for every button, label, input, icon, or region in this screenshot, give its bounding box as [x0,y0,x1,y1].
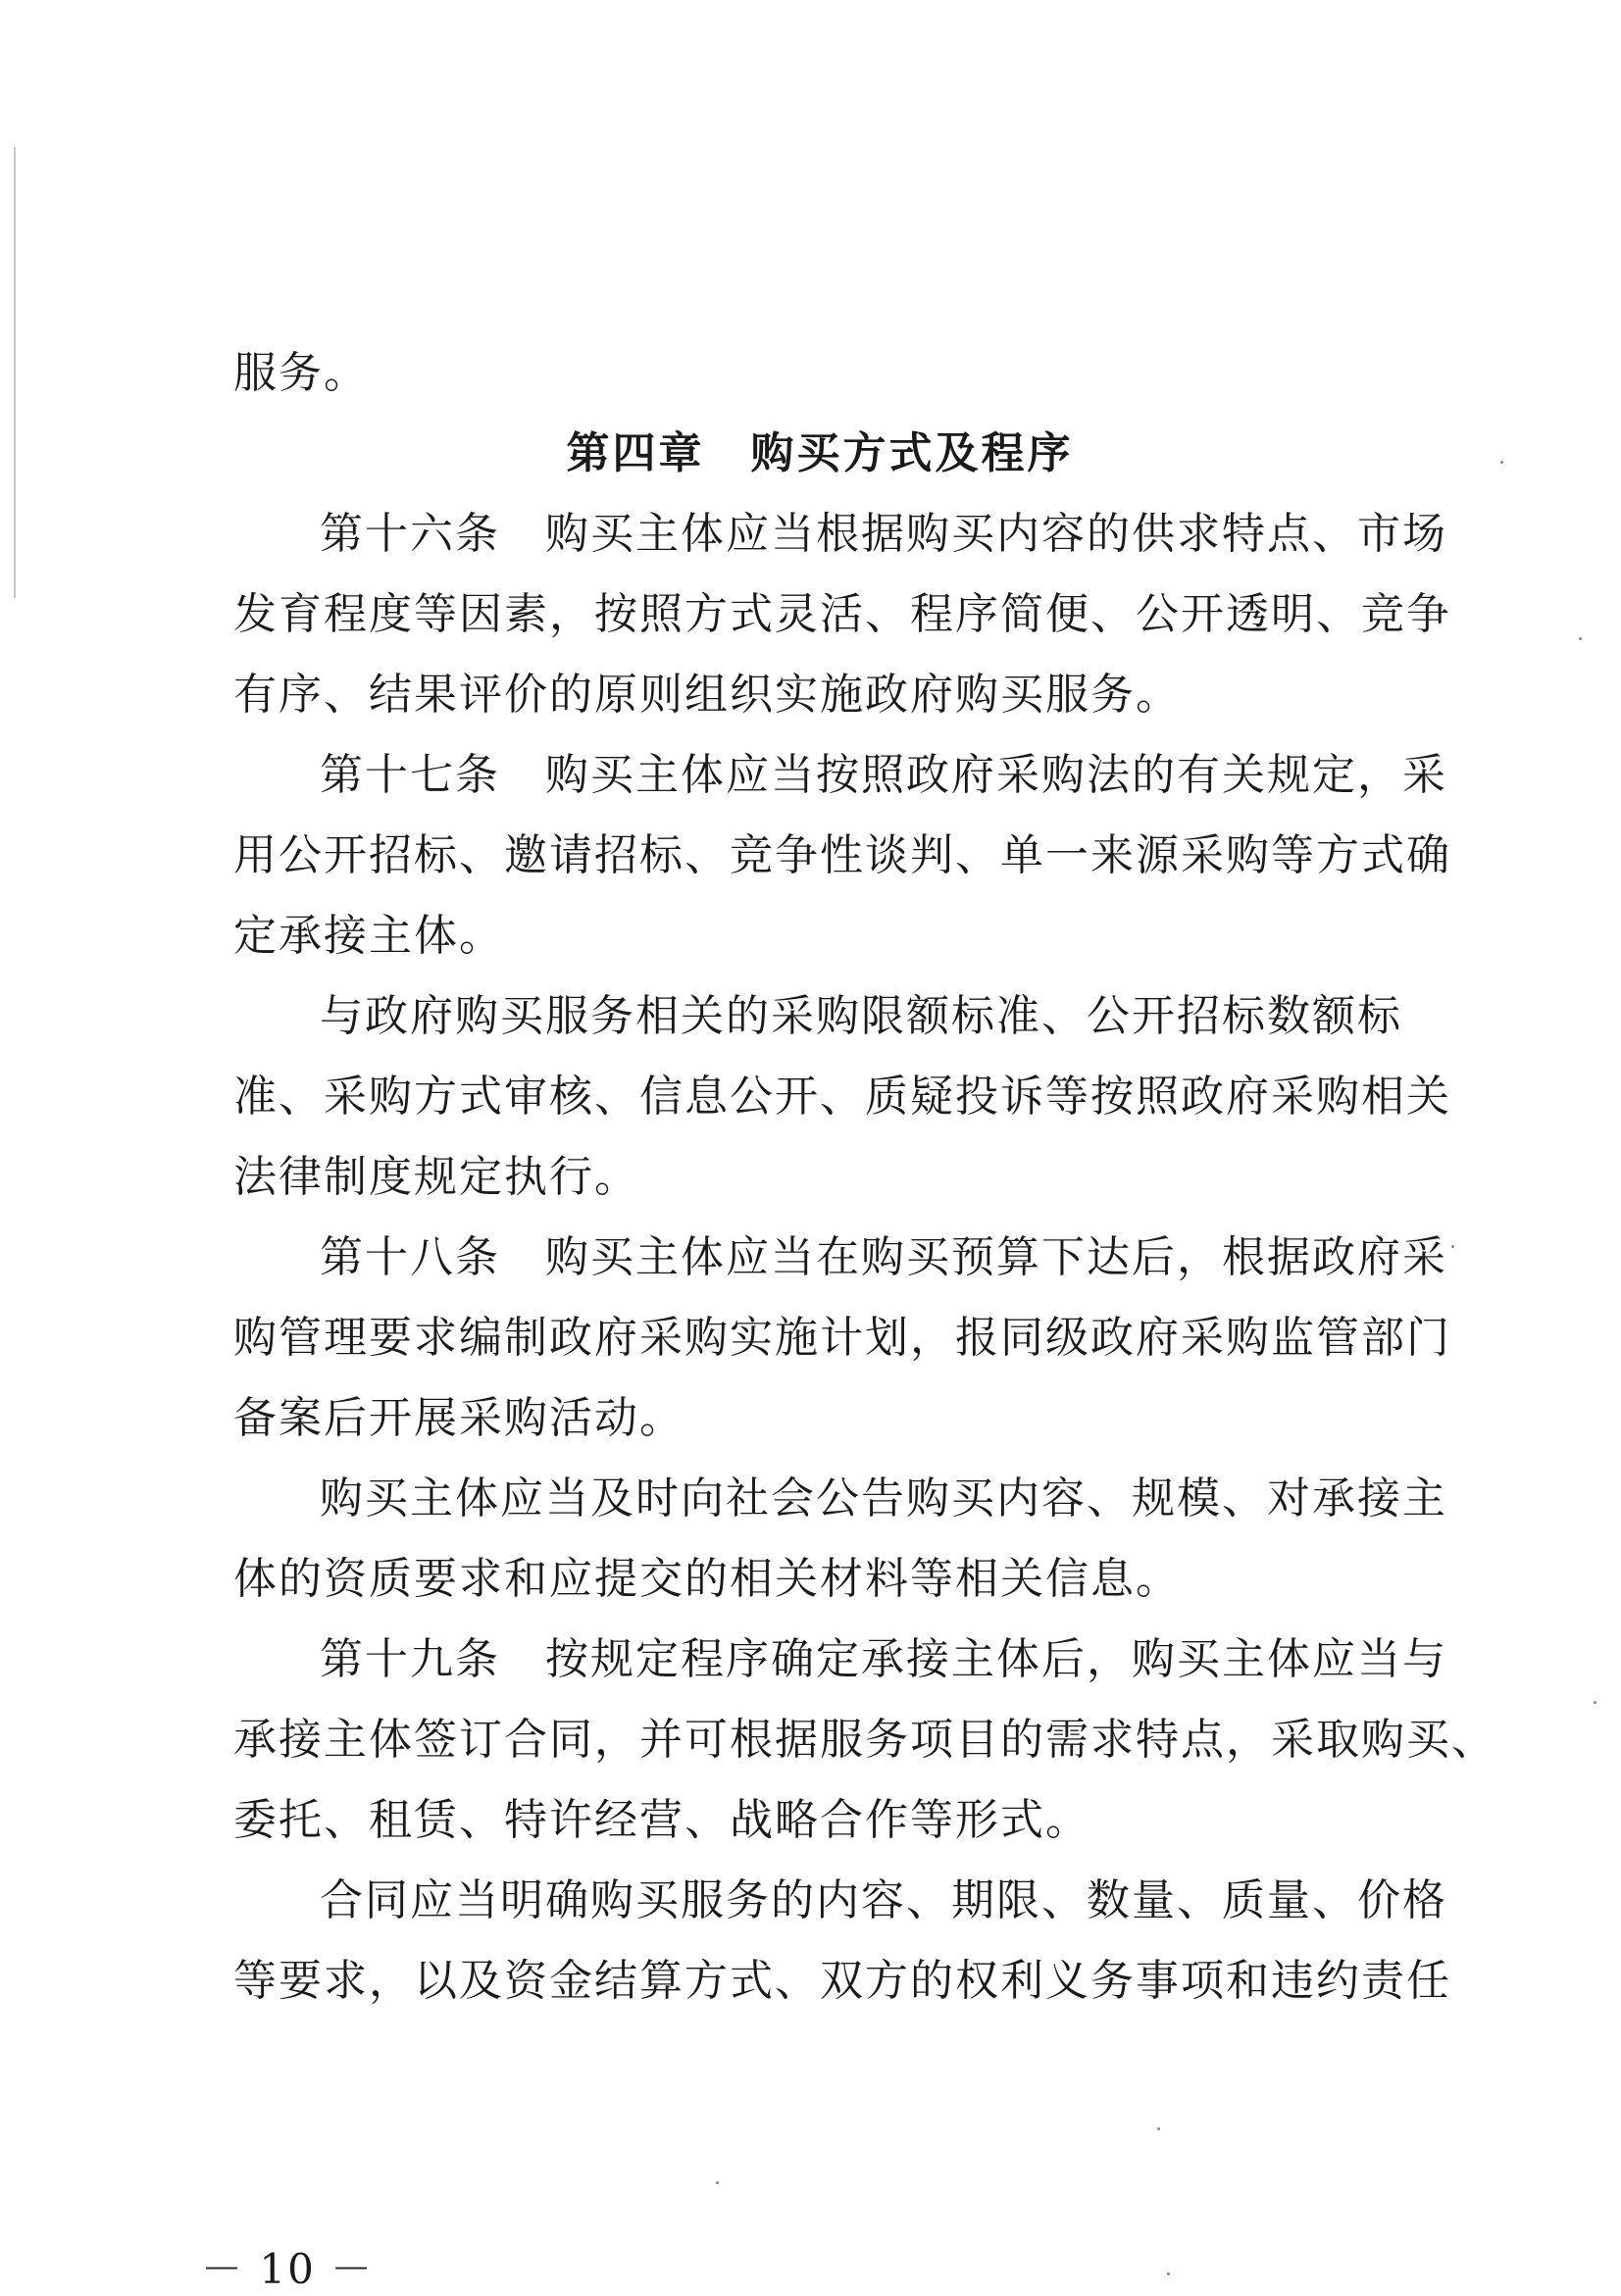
scan-speck [1167,2272,1170,2275]
paragraph-start-line: 合同应当明确购买服务的内容、期限、数量、质量、价格 [320,1875,1447,1925]
scan-speck [1594,1701,1596,1704]
text-line: 服务。 [233,348,369,398]
paragraph-start-line: 购买主体应当及时向社会公告购买内容、规模、对承接主 [320,1473,1447,1523]
document-body [233,333,1496,2021]
text-line: 发育程度等因素，按照方式灵活、程序简便、公开透明、竞争 [233,589,1451,639]
text-line: 承接主体签订合同，并可根据服务项目的需求特点，采取购买、 [233,1715,1496,1765]
chapter-heading: 第四章 购买方式及程序 [566,428,1074,478]
article-19-line: 第十九条 按规定程序确定承接主体后，购买主体应当与 [320,1634,1447,1684]
article-16-line: 第十六条 购买主体应当根据购买内容的供求特点、市场 [320,509,1447,559]
text-line: 有序、结果评价的原则组织实施政府购买服务。 [233,670,1181,720]
text-line: 体的资质要求和应提交的相关材料等相关信息。 [233,1554,1181,1604]
text-line: 用公开招标、邀请招标、竞争性谈判、单一来源采购等方式确 [233,830,1451,880]
paragraph-start-line: 与政府购买服务相关的采购限额标准、公开招标数额标 [320,991,1402,1041]
text-line: 准、采购方式审核、信息公开、质疑投诉等按照政府采购相关 [233,1072,1451,1122]
text-line: 法律制度规定执行。 [233,1152,639,1202]
scan-speck [716,2181,719,2184]
text-line: 备案后开展采购活动。 [233,1393,684,1443]
scan-edge-line [14,147,16,598]
text-line: 等要求，以及资金结算方式、双方的权利义务事项和违约责任 [233,1956,1451,2006]
article-17-line: 第十七条 购买主体应当按照政府采购法的有关规定，采 [320,750,1447,800]
text-line: 定承接主体。 [233,911,504,961]
page-number: － 10 － [201,2245,375,2293]
scan-speck [1500,461,1503,464]
scan-speck [1157,2127,1160,2130]
text-line: 委托、租赁、特许经营、战略合作等形式。 [233,1795,1090,1845]
article-18-line: 第十八条 购买主体应当在购买预算下达后，根据政府采 [320,1232,1447,1282]
scan-speck [1451,1245,1454,1248]
text-line: 购管理要求编制政府采购实施计划，报同级政府采购监管部门 [233,1313,1451,1363]
scan-speck [1579,637,1582,640]
